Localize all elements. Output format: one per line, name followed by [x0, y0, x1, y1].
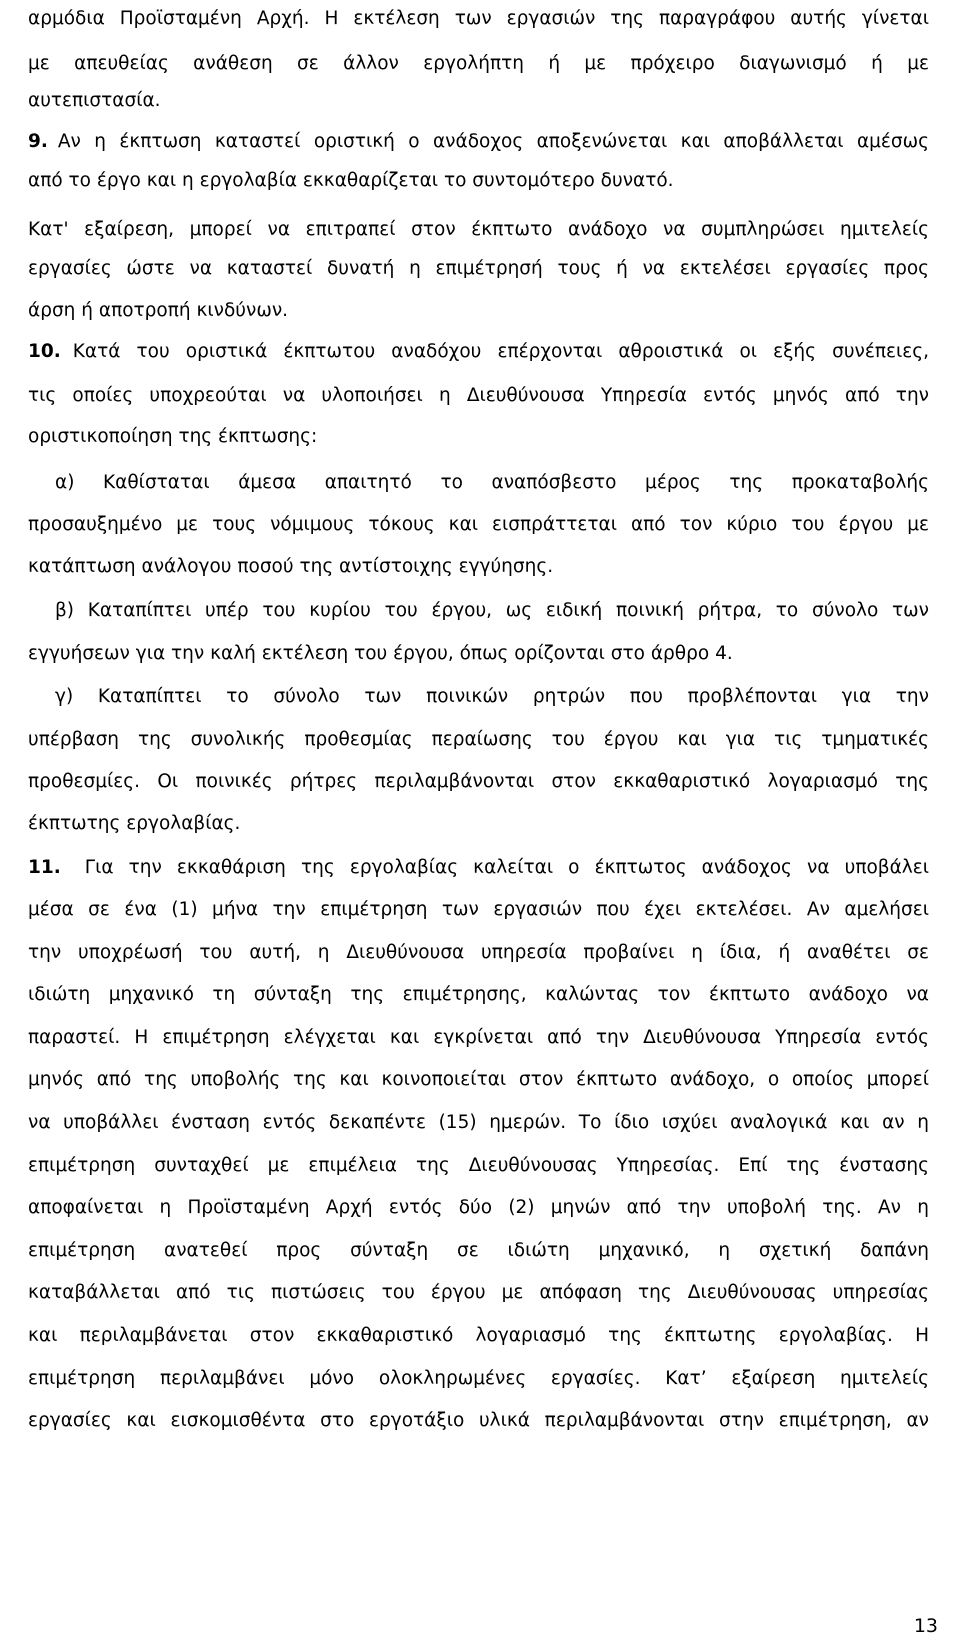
- text-line: εγγυήσεων για την καλή εκτέλεση του έργου, όπως ορίζονται στο άρθρο 4.: [28, 643, 733, 664]
- text-line: Για την εκκαθάριση της εργολαβίας καλείται ο έκπτωτος ανάδοχος να υποβάλει: [84, 857, 929, 878]
- text-line: μηνός από της υποβολής της και κοινοποιείται στον έκπτωτο ανάδοχο, ο οποίος μπορεί: [28, 1069, 929, 1090]
- list-item-b-first-line: β) Καταπίπτει υπέρ του κυρίου του έργου, ως ειδική ποινική ρήτρα, το σύνολο των: [55, 600, 929, 621]
- text-line: αποφαίνεται η Προϊσταμένη Αρχή εντός δύο (2) μηνών από την υποβολή της. Αν η: [28, 1197, 929, 1218]
- text-line: ιδιώτη μηχανικό τη σύνταξη της επιμέτρησης, καλώντας τον έκπτωτο ανάδοχο να: [28, 984, 929, 1005]
- paragraph-number: 9.: [28, 131, 48, 152]
- text-line: αρμόδια Προϊσταμένη Αρχή. Η εκτέλεση των εργασιών της παραγράφου αυτής γίνεται: [28, 8, 929, 29]
- text-line: επιμέτρηση ανατεθεί προς σύνταξη σε ιδιώτη μηχανικό, η σχετική δαπάνη: [28, 1240, 929, 1261]
- text-line: την υποχρέωσή του αυτή, η Διευθύνουσα υπηρεσία προβαίνει η ίδια, ή αναθέτει σε: [28, 942, 929, 963]
- text-line: εργασίες ώστε να καταστεί δυνατή η επιμέτρησή τους ή να εκτελέσει εργασίες προς: [28, 258, 929, 279]
- list-item-a-first-line: α) Καθίσταται άμεσα απαιτητό το αναπόσβεστο μέρος της προκαταβολής: [55, 472, 929, 493]
- text-line: και περιλαμβάνεται στον εκκαθαριστικό λογαριασμό της έκπτωτης εργολαβίας. Η: [28, 1325, 929, 1346]
- text-line: άρση ή αποτροπή κινδύνων.: [28, 300, 289, 321]
- text-line: παραστεί. Η επιμέτρηση ελέγχεται και εγκρίνεται από την Διευθύνουσα Υπηρεσία εντός: [28, 1027, 929, 1048]
- paragraph-number: 11.: [28, 857, 61, 878]
- text-line: κατάπτωση ανάλογου ποσού της αντίστοιχης εγγύησης.: [28, 556, 554, 577]
- text-line: επιμέτρηση περιλαμβάνει μόνο ολοκληρωμένες εργασίες. Κατ’ εξαίρεση ημιτελείς: [28, 1368, 929, 1389]
- text-line: υπέρβαση της συνολικής προθεσμίας περαίωσης του έργου και για τις τμηματικές: [28, 729, 929, 750]
- list-item-c-first-line: γ) Καταπίπτει το σύνολο των ποινικών ρητρών που προβλέπονται για την: [55, 686, 929, 707]
- text-line: τις οποίες υποχρεούται να υλοποιήσει η Διευθύνουσα Υπηρεσία εντός μηνός από την: [28, 385, 929, 406]
- text-line: προθεσμίες. Οι ποινικές ρήτρες περιλαμβάνονται στον εκκαθαριστικό λογαριασμό της: [28, 771, 929, 792]
- text-line: προσαυξημένο με τους νόμιμους τόκους και εισπράττεται από τον κύριο του έργου με: [28, 514, 929, 535]
- paragraph-11-first-line: [28, 845, 929, 891]
- text-line: επιμέτρηση συνταχθεί με επιμέλεια της Διευθύνουσας Υπηρεσίας. Επί της ένστασης: [28, 1155, 929, 1176]
- text-line: έκπτωτης εργολαβίας.: [28, 813, 241, 834]
- text-line: Κατά του οριστικά έκπτωτου αναδόχου επέρχονται αθροιστικά οι εξής συνέπειες,: [72, 341, 929, 362]
- paragraph-number: 10.: [28, 341, 61, 362]
- text-line: εργασίες και εισκομισθέντα στο εργοτάξιο υλικά περιλαμβάνονται στην επιμέτρηση, αν: [28, 1410, 929, 1431]
- text-line: από το έργο και η εργολαβία εκκαθαρίζεται το συντομότερο δυνατό.: [28, 170, 674, 191]
- text-line: αυτεπιστασία.: [28, 90, 161, 111]
- text-line: οριστικοποίηση της έκπτωσης:: [28, 426, 318, 447]
- text-line: με απευθείας ανάθεση σε άλλον εργολήπτη ή με πρόχειρο διαγωνισμό ή με: [28, 53, 929, 74]
- text-line: Κατ' εξαίρεση, μπορεί να επιτραπεί στον έκπτωτο ανάδοχο να συμπληρώσει ημιτελείς: [28, 219, 929, 240]
- text-line: καταβάλλεται από τις πιστώσεις του έργου με απόφαση της Διευθύνουσας υπηρεσίας: [28, 1282, 929, 1303]
- text-line: να υποβάλλει ένσταση εντός δεκαπέντε (15) ημερών. Το ίδιο ισχύει αναλογικά και αν η: [28, 1112, 929, 1133]
- text-line: μέσα σε ένα (1) μήνα την επιμέτρηση των εργασιών που έχει εκτελέσει. Αν αμελήσει: [28, 899, 929, 920]
- text-line: Αν η έκπτωση καταστεί οριστική ο ανάδοχος αποξενώνεται και αποβάλλεται αμέσως: [57, 131, 929, 152]
- paragraph-10-first-line: [28, 329, 929, 375]
- page-number: 13: [913, 1615, 938, 1637]
